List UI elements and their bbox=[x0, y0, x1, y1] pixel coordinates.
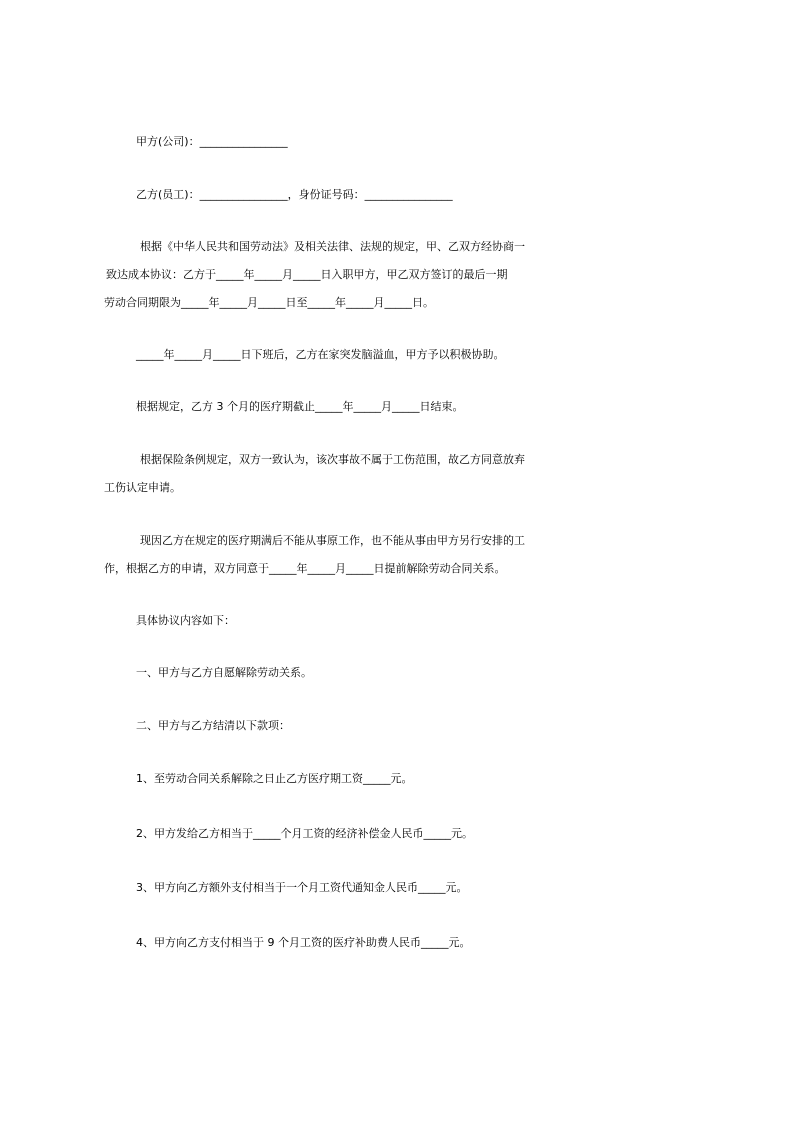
sub-clause-2: 2、甲方发给乙方相当于_____个月工资的经济补偿金人民币_____元。 bbox=[136, 827, 473, 840]
paragraph-basis-line-3: 劳动合同期限为_____年_____月_____日至_____年_____月_____日。 bbox=[104, 296, 434, 309]
paragraph-termination-line-1: 现因乙方在规定的医疗期满后不能从事原工作，也不能从事由甲方另行安排的工 bbox=[140, 534, 525, 547]
paragraph-insurance-line-1: 根据保险条例规定，双方一致认为，该次事故不属于工伤范围，故乙方同意放弃 bbox=[140, 453, 525, 466]
paragraph-agreement-intro: 具体协议内容如下： bbox=[136, 614, 235, 627]
clause-2: 二、甲方与乙方结清以下款项： bbox=[136, 719, 290, 732]
clause-1: 一、甲方与乙方自愿解除劳动关系。 bbox=[136, 666, 312, 679]
party-a-line: 甲方(公司)：________________ bbox=[136, 135, 288, 148]
sub-clause-1: 1、至劳动合同关系解除之日止乙方医疗期工资_____元。 bbox=[136, 772, 413, 785]
paragraph-illness: _____年_____月_____日下班后，乙方在家突发脑溢血，甲方予以积极协助。 bbox=[136, 348, 505, 361]
sub-clause-4: 4、甲方向乙方支付相当于 9 个月工资的医疗补助费人民币_____元。 bbox=[136, 936, 471, 949]
party-b-line: 乙方(员工)：________________，身份证号码：________________ bbox=[136, 188, 453, 201]
paragraph-basis-line-1: 根据《中华人民共和国劳动法》及相关法律、法规的规定，甲、乙双方经协商一 bbox=[140, 240, 525, 253]
paragraph-insurance-line-2: 工伤认定申请。 bbox=[104, 481, 181, 494]
paragraph-medical-period: 根据规定，乙方 3 个月的医疗期截止_____年_____月_____日结束。 bbox=[136, 400, 464, 413]
paragraph-termination-line-2: 作，根据乙方的申请，双方同意于_____年_____月_____日提前解除劳动合同关系。 bbox=[104, 562, 506, 575]
sub-clause-3: 3、甲方向乙方额外支付相当于一个月工资代通知金人民币_____元。 bbox=[136, 881, 468, 894]
paragraph-basis-line-2: 致达成本协议：乙方于_____年_____月_____日入职甲方，甲乙双方签订的最后一期 bbox=[106, 268, 508, 281]
